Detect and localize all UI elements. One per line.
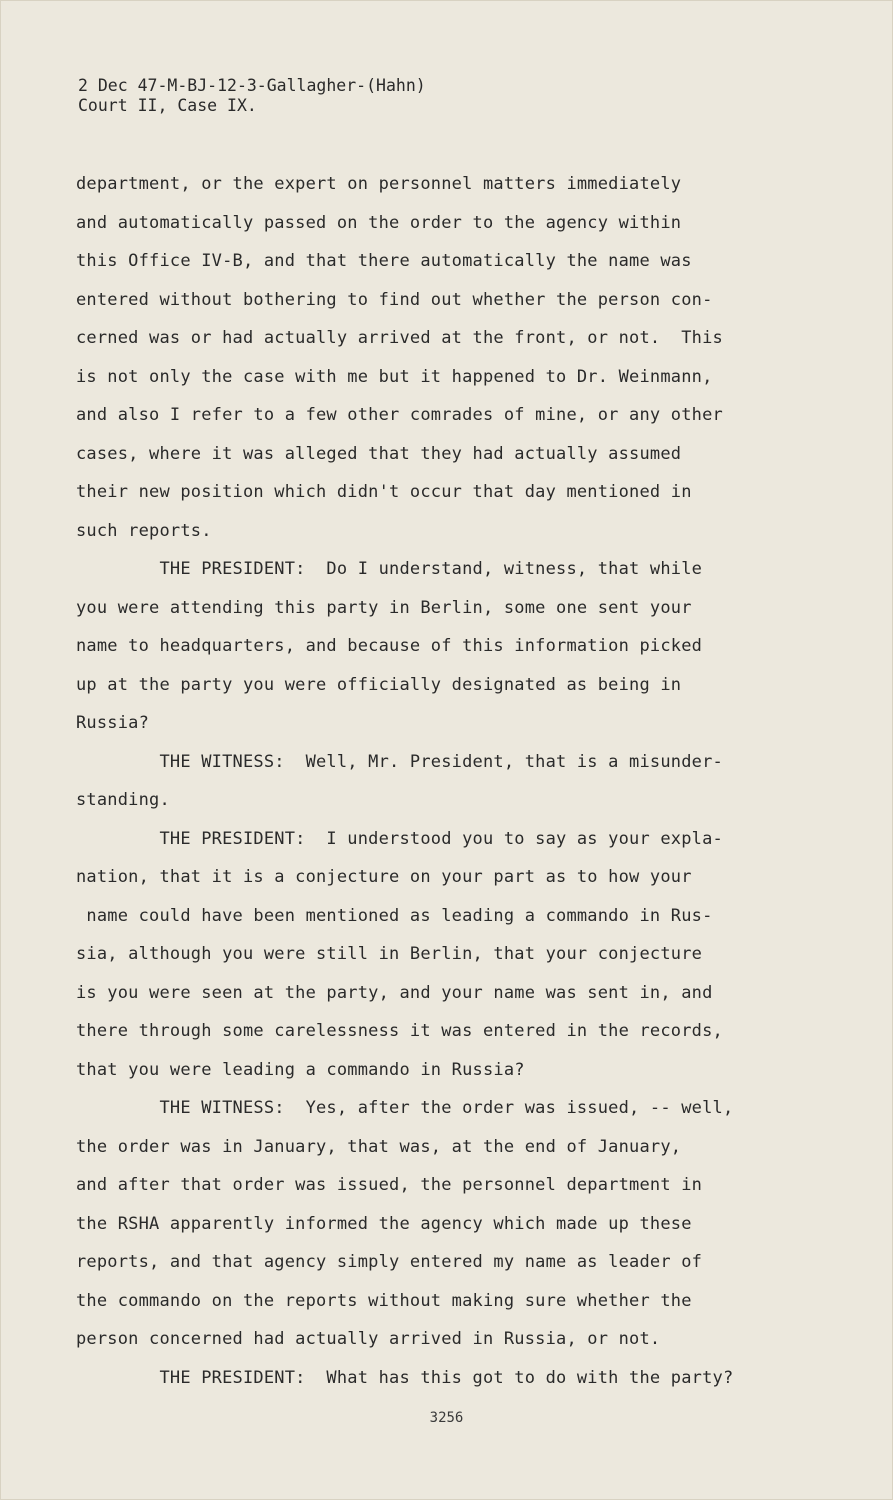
text-line: their new position which didn't occur that day mentioned in (76, 482, 692, 502)
header-line-2: Court II, Case IX. (78, 96, 257, 115)
text-line: this Office IV-B, and that there automatically the name was (76, 251, 692, 271)
text-line: Russia? (76, 713, 150, 733)
text-line: is you were seen at the party, and your name was sent in, and (76, 982, 713, 1003)
speaker-line: THE PRESIDENT: What has this got to do with the party? (76, 1367, 734, 1388)
header-line-1: 2 Dec 47-M-BJ-12-3-Gallagher-(Hahn) (78, 76, 426, 95)
text-line: sia, although you were still in Berlin, that your conjecture (76, 944, 703, 964)
text-line: there through some carelessness it was entered in the records, (76, 1021, 723, 1041)
speaker-line: THE WITNESS: Well, Mr. President, that is a misunder- (76, 751, 723, 772)
text-line: is not only the case with me but it happened to Dr. Weinmann, (76, 366, 713, 387)
text-line: you were attending this party in Berlin, some one sent your (76, 597, 692, 618)
text-line: the order was in January, that was, at the end of January, (76, 1136, 682, 1157)
text-line: and automatically passed on the order to the agency within (76, 212, 682, 233)
header-block (78, 76, 426, 116)
text-line: the commando on the reports without making sure whether the (76, 1290, 692, 1311)
text-line: name could have been mentioned as leading a commando in Rus- (76, 905, 713, 926)
text-line: and also I refer to a few other comrades of mine, or any other (76, 405, 723, 425)
text-line: name to headquarters, and because of this information picked (76, 636, 703, 656)
text-line: cerned was or had actually arrived at the front, or not. This (76, 328, 723, 348)
text-line: and after that order was issued, the personnel department in (76, 1175, 703, 1195)
text-line: entered without bothering to find out whether the person con- (76, 289, 713, 310)
text-line: up at the party you were officially designated as being in (76, 674, 682, 695)
text-line: person concerned had actually arrived in Russia, or not. (76, 1329, 661, 1349)
text-line: standing. (76, 790, 170, 810)
text-line: reports, and that agency simply entered my name as leader of (76, 1252, 703, 1272)
text-line: the RSHA apparently informed the agency which made up these (76, 1213, 692, 1234)
text-line: cases, where it was alleged that they had actually assumed (76, 443, 682, 464)
speaker-line: THE PRESIDENT: Do I understand, witness, that while (76, 559, 703, 579)
speaker-line: THE WITNESS: Yes, after the order was issued, -- well, (76, 1098, 734, 1118)
text-line: nation, that it is a conjecture on your part as to how your (76, 867, 692, 887)
text-line: department, or the expert on personnel matters immediately (76, 174, 682, 194)
text-line: that you were leading a commando in Russia? (76, 1059, 525, 1080)
speaker-line: THE PRESIDENT: I understood you to say as your expla- (76, 828, 723, 849)
text-line: such reports. (76, 520, 212, 541)
page-number: 3256 (429, 1410, 464, 1426)
